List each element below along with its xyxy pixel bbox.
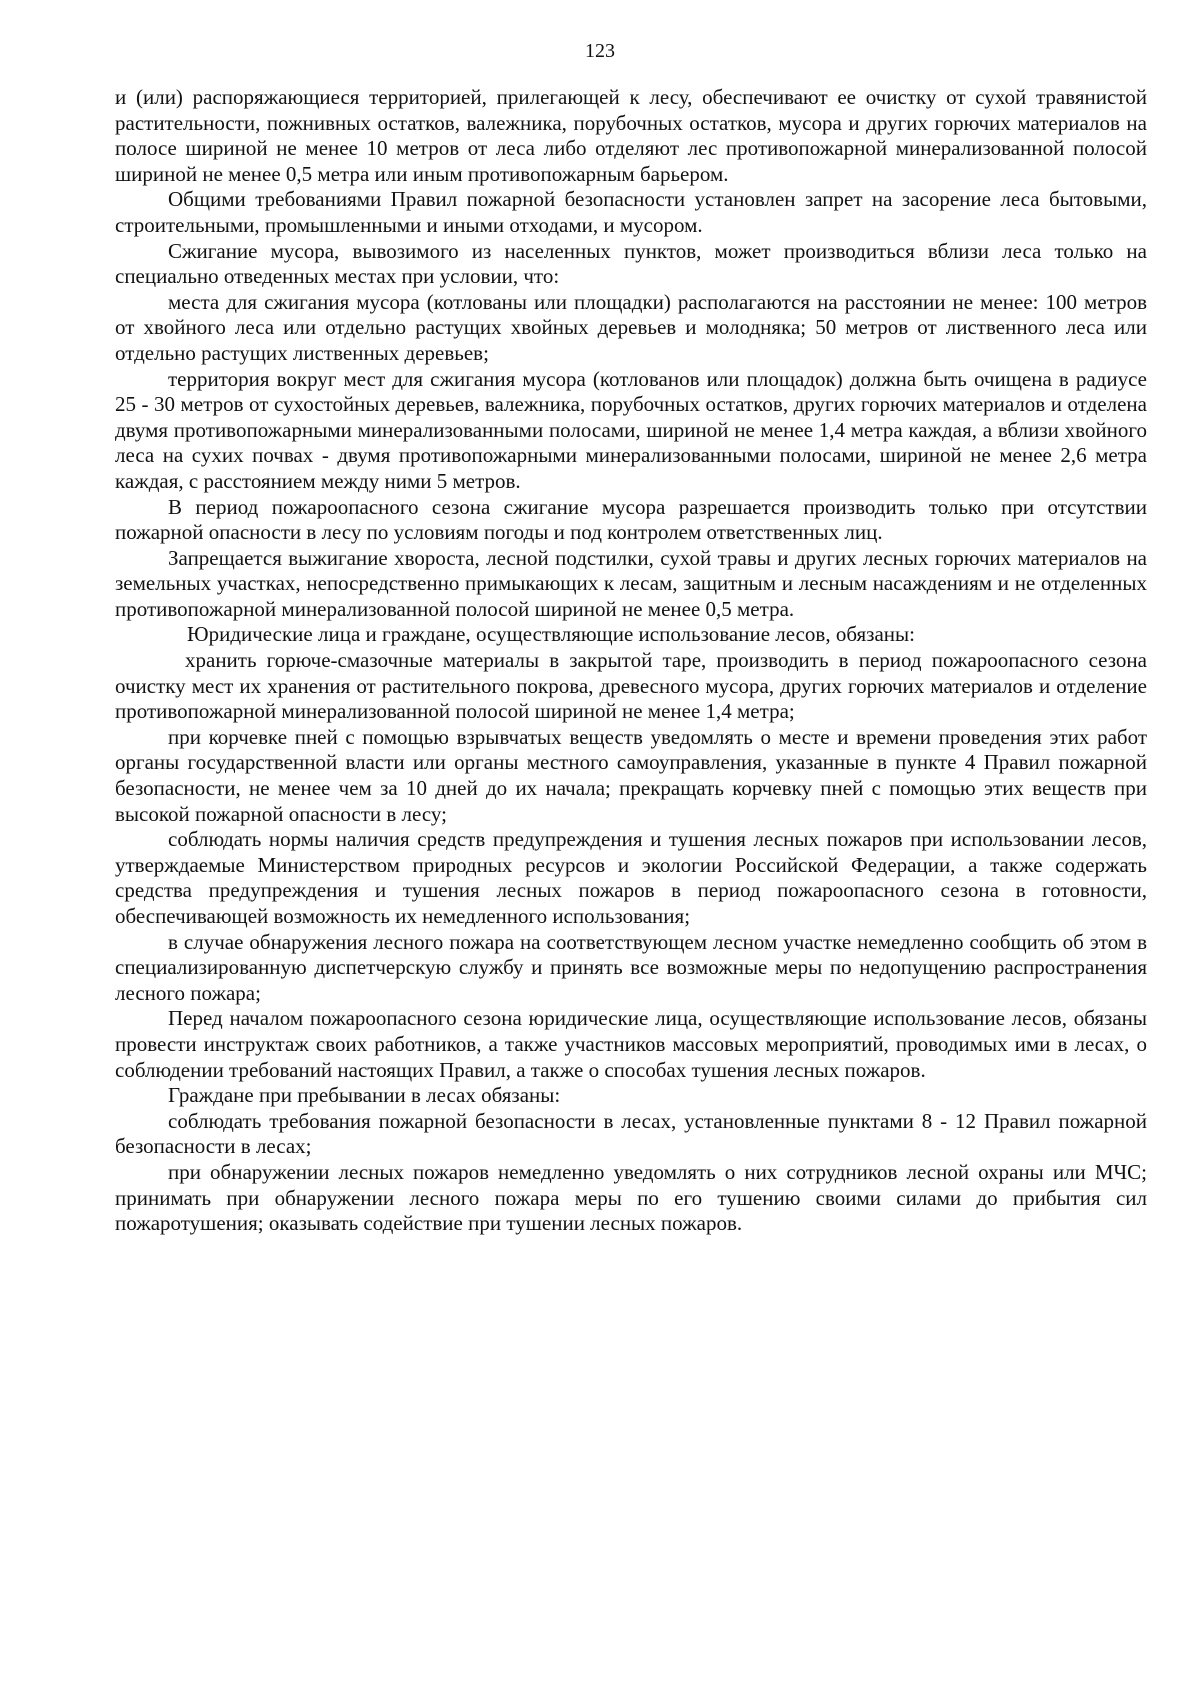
paragraph-land-owners-clearing: и (или) распоряжающиеся территорией, прилегающей к лесу, обеспечивают ее очистку от сухой травянистой растительности, пожнивных остатков, валежника, порубочных остатков, мусора и других горючих материалов на полосе шириной не менее 10 метров от леса либо отделяют лес противопожарной минерализованной полосой шириной не менее 0,5 метра или иным противопожарным барьером. bbox=[115, 85, 1147, 186]
paragraph-fire-season-burning: В период пожароопасного сезона сжигание мусора разрешается производить только при отсутствии пожарной опасности в лесу по условиям погоды и под контролем ответственных лиц. bbox=[115, 494, 1147, 545]
paragraph-firefighting-equipment: соблюдать нормы наличия средств предупреждения и тушения лесных пожаров при использовании лесов, утверждаемые Министерством природных ресурсов и экологии Российской Федерации, а также содержать средства предупреждения и тушения лесных пожаров в период пожароопасного сезона в готовности, обеспечивающей возможность их немедленного использования; bbox=[115, 827, 1147, 928]
document-body bbox=[115, 85, 1147, 1237]
paragraph-littering-ban: Общими требованиями Правил пожарной безопасности установлен запрет на засорение леса бытовыми, строительными, промышленными и иными отходами, и мусором. bbox=[115, 187, 1147, 237]
paragraph-citizens-obligations: Граждане при пребывании в лесах обязаны: bbox=[168, 1083, 561, 1108]
paragraph-brushwood-burning-ban: Запрещается выжигание хвороста, лесной подстилки, сухой травы и других лесных горючих материалов на земельных участках, непосредственно примыкающих к лесам, защитным и лесным насаждениям и не отделенных противопожарной минерализованной полосой шириной не менее 0,5 метра. bbox=[115, 545, 1147, 621]
paragraph-legal-entities-obligations: Юридические лица и граждане, осуществляющие использование лесов, обязаны: bbox=[187, 622, 915, 647]
paragraph-burning-site-clearing: территория вокруг мест для сжигания мусора (котлованов или площадок) должна быть очищена в радиусе 25 - 30 метров от сухостойных деревьев, валежника, порубочных остатков, других горючих материалов и отделена двумя противопожарными минерализованными полосами, шириной не менее 1,4 метра каждая, а вблизи хвойного леса на сухих почвах - двумя противопожарными минерализованными полосами, шириной не менее 2,6 метра каждая, с расстоянием между ними 5 метров. bbox=[115, 366, 1147, 493]
paragraph-fuel-storage: хранить горюче-смазочные материалы в закрытой таре, производить в период пожароопасного сезона очистку мест их хранения от растительного покрова, древесного мусора, других горючих материалов и отделение противопожарной минерализованной полосой шириной не менее 1,4 метра; bbox=[115, 648, 1147, 724]
paragraph-fire-reporting: в случае обнаружения лесного пожара на соответствующем лесном участке немедленно сообщить об этом в специализированную диспетчерскую службу и принять все возможные меры по недопущению распространения лесного пожара; bbox=[115, 929, 1147, 1005]
paragraph-citizens-compliance: соблюдать требования пожарной безопасности в лесах, установленные пунктами 8 - 12 Правил пожарной безопасности в лесах; bbox=[115, 1108, 1147, 1159]
paragraph-citizens-fire-notification: при обнаружении лесных пожаров немедленно уведомлять о них сотрудников лесной охраны или МЧС; принимать при обнаружении лесного пожара меры по его тушению своими силами до прибытия сил пожаротушения; оказывать содействие при тушении лесных пожаров. bbox=[115, 1159, 1147, 1236]
page-number: 123 bbox=[585, 40, 615, 62]
paragraph-stump-blasting: при корчевке пней с помощью взрывчатых веществ уведомлять о месте и времени проведения этих работ органы государственной власти или органы местного самоуправления, указанные в пункте 4 Правил пожарной безопасности, не менее чем за 10 дней до их начала; прекращать корчевку пней с помощью этих веществ при высокой пожарной опасности в лесу; bbox=[115, 724, 1147, 826]
paragraph-staff-briefing: Перед началом пожароопасного сезона юридические лица, осуществляющие использование лесов, обязаны провести инструктаж своих работников, а также участников массовых мероприятий, проводимых ими в лесах, о соблюдении требований настоящих Правил, а также о способах тушения лесных пожаров. bbox=[115, 1006, 1147, 1082]
paragraph-waste-burning-conditions: Сжигание мусора, вывозимого из населенных пунктов, может производиться вблизи леса только на специально отведенных местах при условии, что: bbox=[115, 238, 1147, 289]
paragraph-burning-site-distance: места для сжигания мусора (котлованы или площадки) располагаются на расстоянии не менее: 100 метров от хвойного леса или отдельно растущих хвойных деревьев и молодняка; 50 метров от лиственного леса или отдельно растущих лиственных деревьев; bbox=[115, 289, 1147, 365]
